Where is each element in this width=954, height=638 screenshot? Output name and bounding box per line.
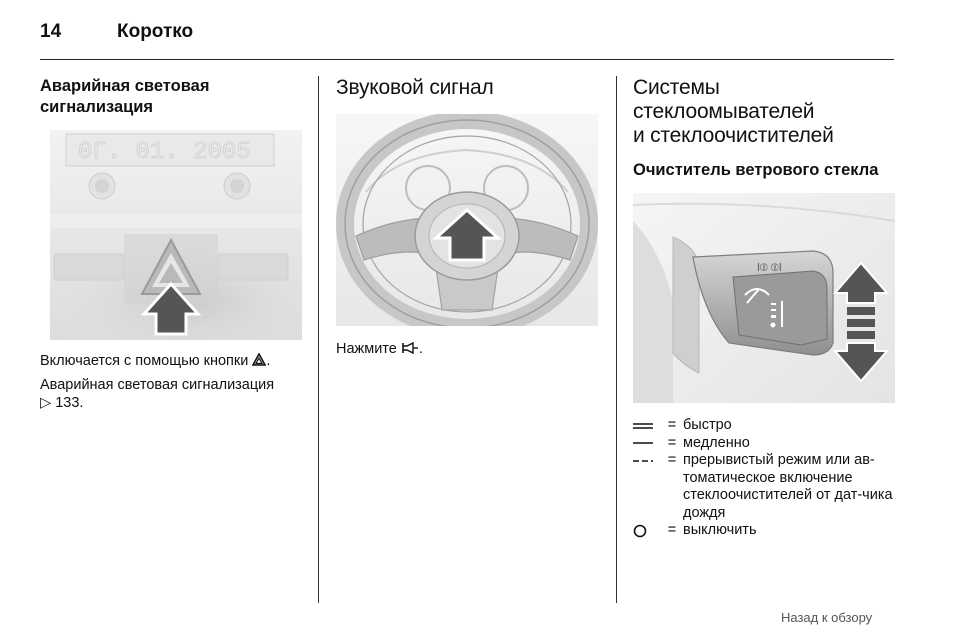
legend-item: = прерывистый режим или ав-томатическое включение стеклоочистителей от дат-чика дождя bbox=[633, 452, 897, 522]
page-header-title: Коротко bbox=[117, 21, 194, 42]
lever-symbols-icon: ǀ⦶ ⦶ǀ bbox=[757, 262, 782, 274]
horn-symbol-icon bbox=[401, 342, 419, 354]
steering-wheel-illustration bbox=[336, 114, 598, 326]
hazard-symbol-icon bbox=[252, 353, 266, 366]
column-divider bbox=[318, 76, 319, 603]
wipers-subheading: Очиститель ветрового стекла bbox=[633, 161, 879, 179]
circle-icon bbox=[633, 524, 647, 538]
hazard-reference-label: Аварийная световая сигнализация bbox=[40, 377, 275, 393]
horn-heading: Звуковой сигнал bbox=[336, 76, 494, 99]
hazard-heading: Аварийная световая сигнализация bbox=[40, 77, 210, 116]
wipers-heading: Системы стеклоомывателей и стеклоочистителей bbox=[633, 76, 834, 147]
wipers-section bbox=[633, 76, 897, 540]
horn-text: Нажмите bbox=[336, 341, 401, 357]
legend-item: = медленно bbox=[633, 435, 897, 453]
double-line-icon bbox=[633, 421, 653, 431]
single-line-icon bbox=[633, 438, 653, 448]
hazard-button-illustration bbox=[40, 130, 302, 340]
reference-arrow-icon: ▷ bbox=[40, 395, 52, 411]
legend-item: = выключить bbox=[633, 522, 897, 540]
hazard-section: Аварийная световая сигнализация 0Г. 01. 2005 Включается с помощью кнопки . Аварийная световая сигнализация ▷ 133. bbox=[40, 76, 308, 412]
wiper-legend bbox=[633, 417, 897, 540]
dashed-line-icon bbox=[633, 456, 653, 466]
wiper-lever-illustration bbox=[633, 193, 895, 403]
page-number: 14 bbox=[40, 21, 62, 42]
hazard-reference-page[interactable]: 133. bbox=[55, 395, 84, 411]
legend-item: = быстро bbox=[633, 417, 897, 435]
column-divider bbox=[616, 76, 617, 603]
horn-section: Звуковой сигнал Нажмите . bbox=[336, 76, 606, 358]
display-clock-text: 0Г. 01. 2005 bbox=[78, 139, 251, 166]
hazard-text: Включается с помощью кнопки bbox=[40, 353, 253, 369]
back-to-overview-link[interactable]: Назад к обзору bbox=[781, 610, 873, 625]
header-rule bbox=[40, 59, 894, 60]
